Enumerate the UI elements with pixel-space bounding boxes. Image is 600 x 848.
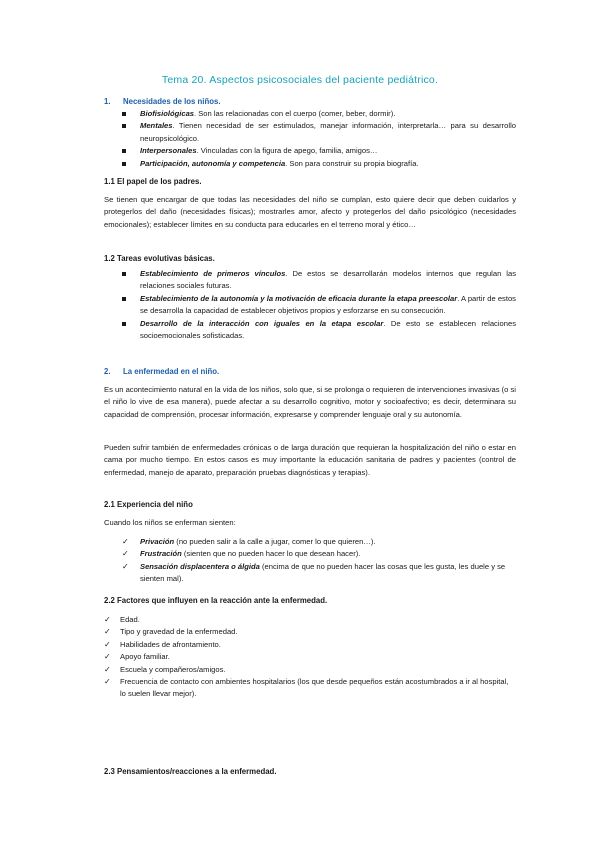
checkmark-icon: ✓ <box>122 549 129 559</box>
square-bullet-icon <box>122 297 126 301</box>
checkmark-icon: ✓ <box>104 652 111 662</box>
section-1-title: Necesidades de los niños. <box>123 97 221 106</box>
checkmark-icon: ✓ <box>104 615 111 624</box>
list-item: ✓ Apoyo familiar. <box>104 651 516 663</box>
section-2-1-heading: 2.1 Experiencia del niño <box>104 500 193 509</box>
list-item: ✓ Edad. <box>104 614 516 626</box>
square-bullet-icon <box>122 149 126 153</box>
list-item: Desarrollo de la interacción con iguales en la etapa escolar. De esto se establecen relaciones socioemocionales sofisticadas. <box>104 318 516 343</box>
checkmark-icon: ✓ <box>122 561 129 571</box>
experience-intro: Cuando los niños se enferman sienten: <box>104 518 236 527</box>
illness-paragraph-2: Pueden sufrir también de enfermedades crónicas o de larga duración que requieran la hospitalización del niño o estar en cama por mucho tiempo. En estos casos es muy importante la educación sanitaria de padres y pacientes (control de enfermedad, manejo de aparato, preparación pruebas diagnósticas y terapias). <box>104 443 516 477</box>
list-item: Establecimiento de la autonomía y la motivación de eficacia durante la etapa preescolar. A partir de estos se desarrolla la capacidad de establecer objetivos propios y esforzarse en su consecución. <box>104 293 516 318</box>
list-item: ✓ Frustración (sienten que no pueden hacer lo que desean hacer). <box>104 548 516 560</box>
list-item: ✓ Escuela y compañeros/amigos. <box>104 664 516 676</box>
document-title: Tema 20. Aspectos psicosociales del paciente pediátrico. <box>161 74 439 86</box>
list-item: Interpersonales. Vinculadas con la figura de apego, familia, amigos… <box>104 145 516 157</box>
checkmark-icon: ✓ <box>104 677 111 687</box>
square-bullet-icon <box>122 112 126 116</box>
list-item: ✓ Frecuencia de contacto con ambientes hospitalarios (los que desde pequeños están acostumbrados a ir al hospital, lo suelen llevar mejor). <box>104 677 509 699</box>
square-bullet-icon <box>122 162 126 166</box>
list-item: Establecimiento de primeros vínculos. De estos se desarrollarán modelos internos que regulan las relaciones sociales futuras. <box>104 268 516 293</box>
section-1-1-heading: 1.1 El papel de los padres. <box>104 177 202 186</box>
needs-list <box>104 108 516 170</box>
list-item: Mentales. Tienen necesidad de ser estimulados, manejar información, interpretarla… para su desarrollo neuropsicológico. <box>104 120 516 145</box>
section-2-3-heading: 2.3 Pensamientos/reacciones a la enfermedad. <box>104 767 277 776</box>
list-item: ✓ Sensación displacentera o álgida (encima de que no pueden hacer las cosas que les gusta, les duele y se sienten mal). <box>122 561 506 584</box>
square-bullet-icon <box>122 272 126 276</box>
parents-role-paragraph: Se tienen que encargar de que todas las necesidades del niño se cumplan, esto quiere decir que deben cuidarlos y protegerlos del daño (necesidades físicas); mostrarles amor, afecto y protegerlos del daño psicológico (necesidades emocionales); establecer límites en su conducta para educarles en el terreno moral y ético… <box>104 195 516 229</box>
section-2-title: La enfermedad en el niño. <box>123 367 220 376</box>
checkmark-icon: ✓ <box>104 664 111 674</box>
square-bullet-icon <box>122 322 126 326</box>
checkmark-icon: ✓ <box>104 627 111 637</box>
checkmark-icon: ✓ <box>104 639 111 649</box>
section-1-heading <box>104 97 221 106</box>
evolutive-tasks-list <box>104 268 516 342</box>
section-2-heading <box>104 367 219 376</box>
section-1-2-heading: 1.2 Tareas evolutivas básicas. <box>104 254 215 263</box>
square-bullet-icon <box>122 124 126 128</box>
list-item: ✓ Habilidades de afrontamiento. <box>104 639 516 651</box>
list-item: Participación, autonomía y competencia. Son para construir su propia biografía. <box>104 158 516 170</box>
list-item: Biofisiológicas. Son las relacionadas con el cuerpo (comer, beber, dormir). <box>104 108 516 120</box>
illness-paragraph-1: Es un acontecimiento natural en la vida de los niños, solo que, si se prolonga o requieren de intervenciones invasivas (o si el niño lo vive de esa manera), puede afectar a su desarrollo cognitivo, motor y socioafectivo; es decir, determinara su capacidad de comprensión, procesar información, expresarse y comprender lenguaje oral y su autonomía. <box>104 385 516 419</box>
checkmark-icon: ✓ <box>122 537 129 546</box>
list-item: ✓ Privación (no pueden salir a la calle a jugar, comer lo que quieren…). <box>104 536 516 548</box>
section-2-2-heading: 2.2 Factores que influyen en la reacción ante la enfermedad. <box>104 596 328 605</box>
child-feelings-list <box>104 536 516 586</box>
section-1-number: 1. <box>104 97 111 106</box>
list-item: ✓ Tipo y gravedad de la enfermedad. <box>104 626 516 638</box>
section-2-number: 2. <box>104 367 111 376</box>
influence-factors-list <box>104 614 516 701</box>
